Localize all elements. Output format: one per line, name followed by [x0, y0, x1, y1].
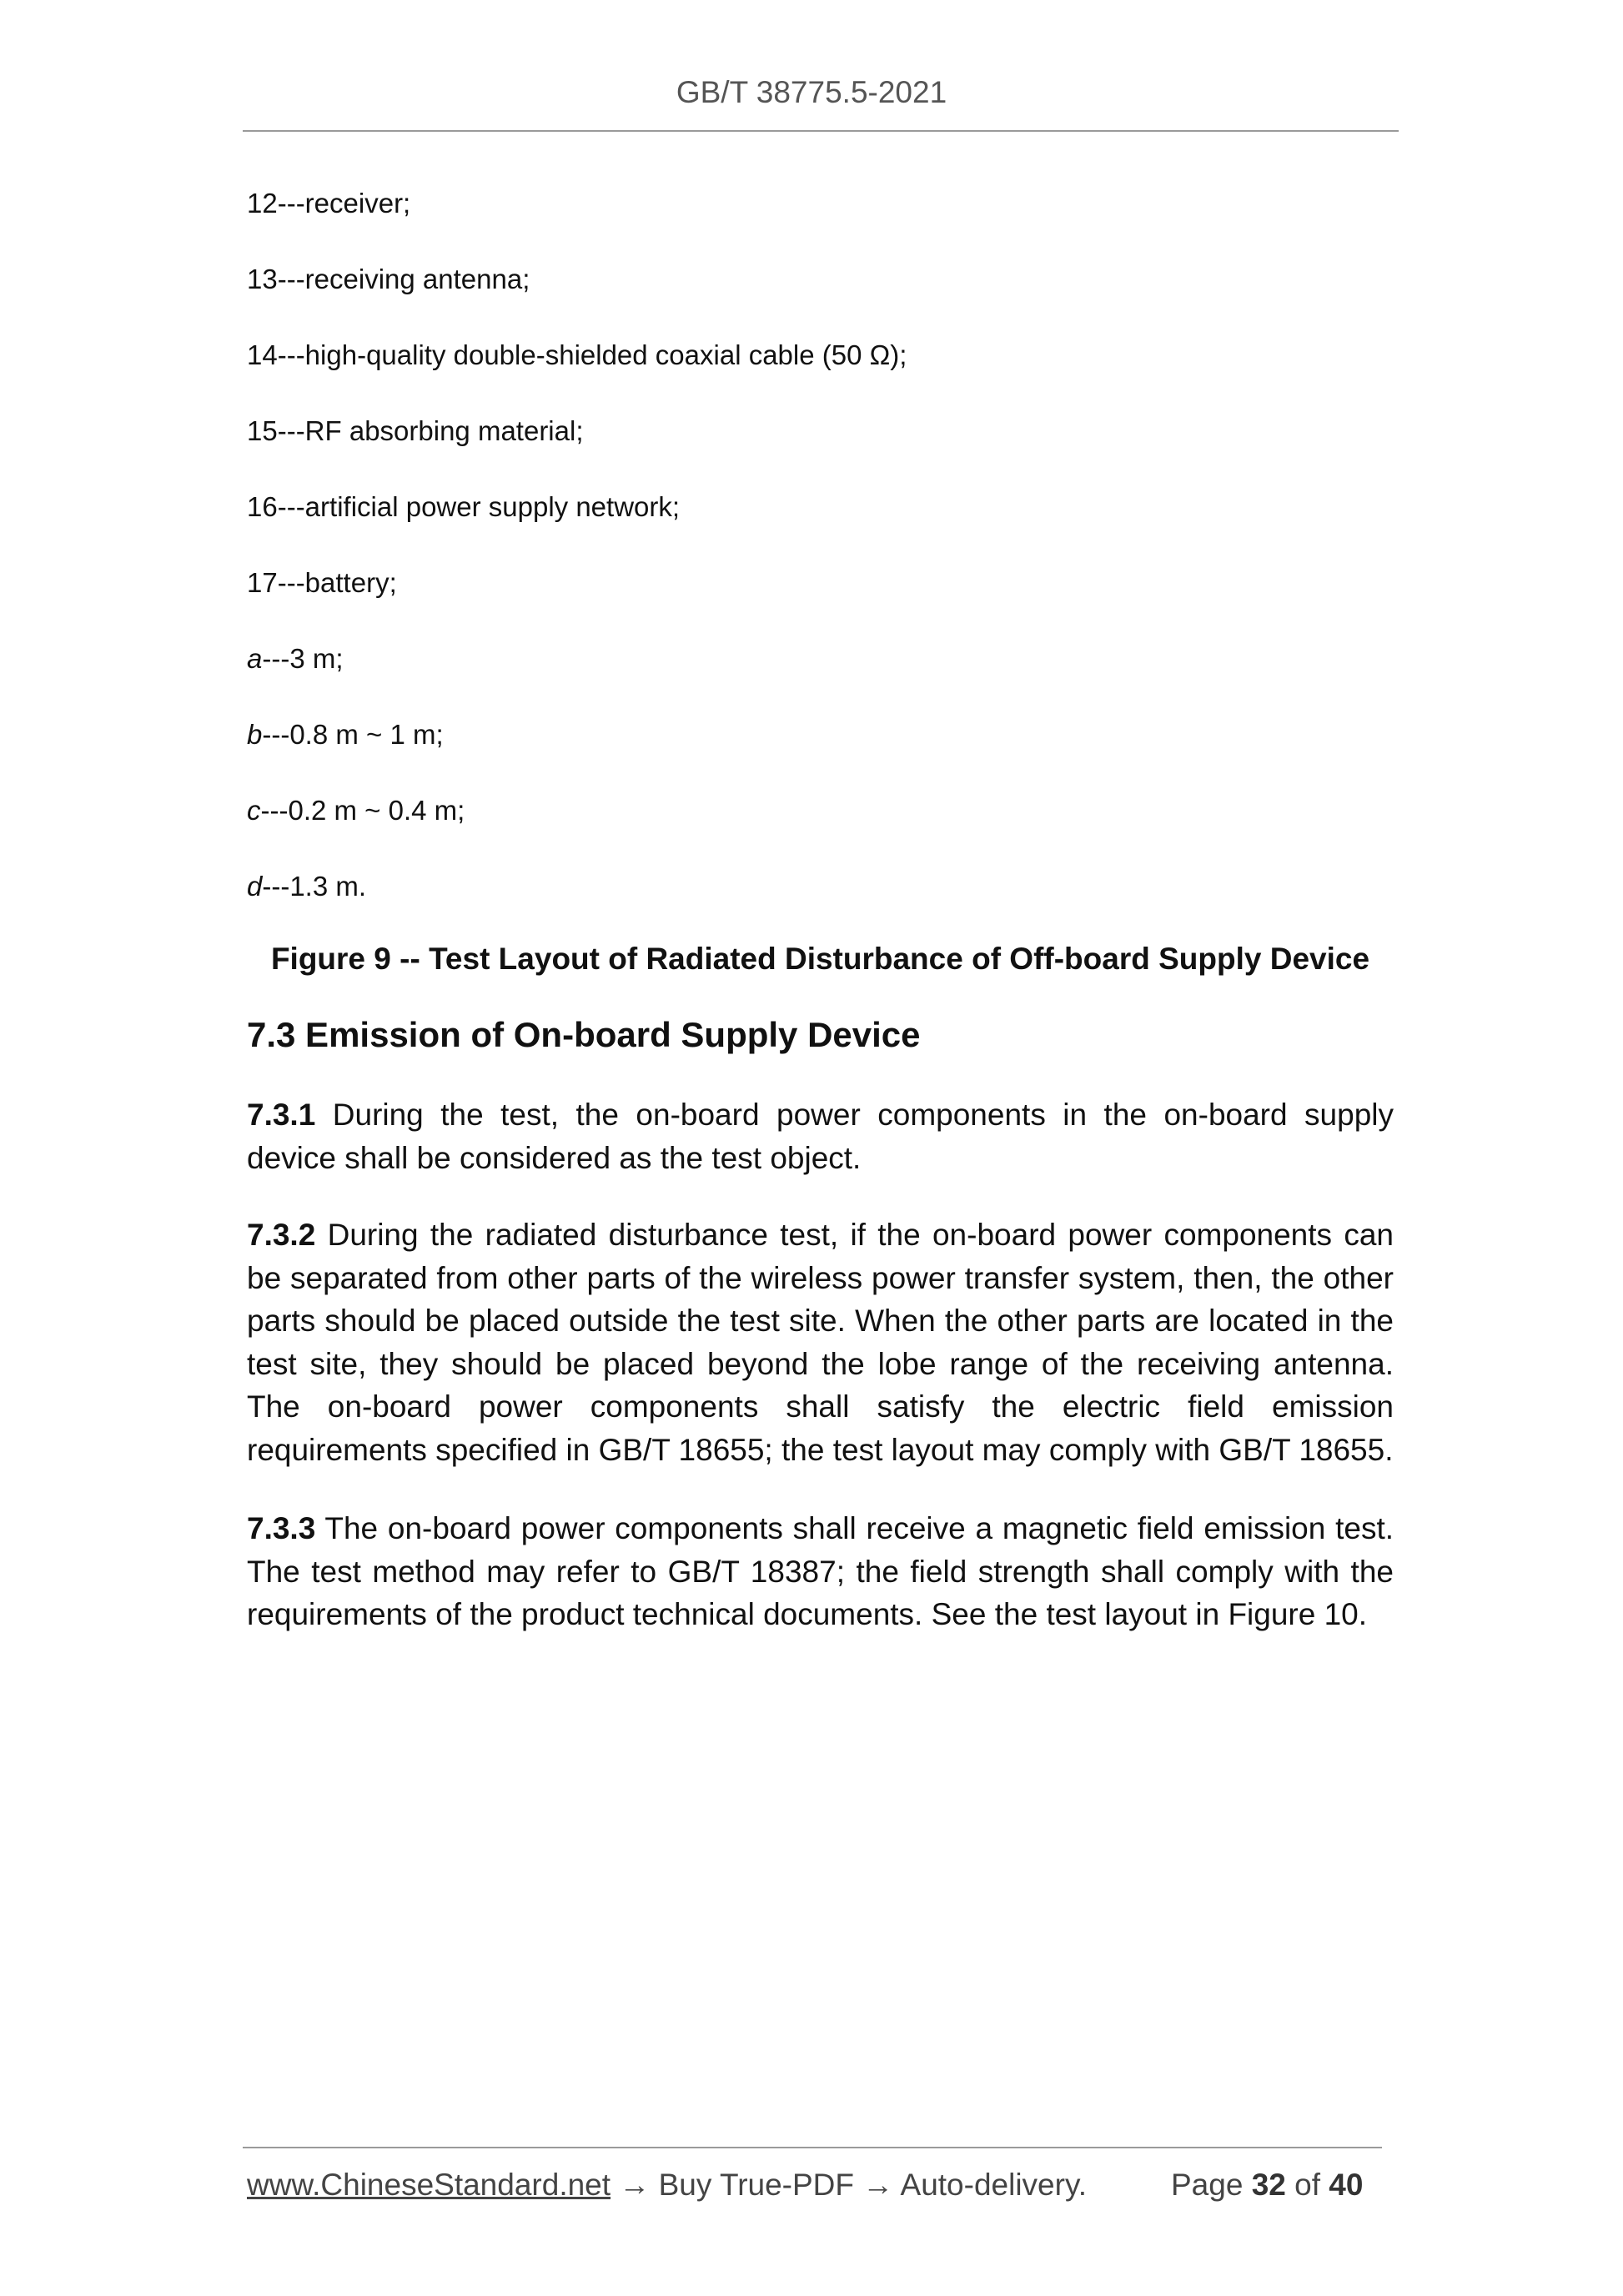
legend-key: 17 — [247, 567, 278, 598]
legend-item — [247, 565, 1398, 641]
footer-divider — [243, 2147, 1382, 2148]
website-link[interactable]: www.ChineseStandard.net — [247, 2168, 611, 2202]
legend-item — [247, 413, 1398, 489]
total-pages-number: 40 — [1329, 2168, 1364, 2202]
clause-number: 7.3.1 — [247, 1098, 316, 1132]
paragraph-7-3-2 — [247, 1213, 1394, 1471]
legend-text: ---RF absorbing material; — [277, 415, 584, 446]
legend-text: ---3 m; — [262, 643, 344, 674]
clause-number: 7.3.3 — [247, 1511, 316, 1545]
legend-text: ---0.2 m ~ 0.4 m; — [260, 795, 465, 826]
legend-text: ---receiving antenna; — [277, 264, 530, 294]
legend-key: a — [247, 643, 263, 674]
section-heading: 7.3 Emission of On-board Supply Device — [247, 1015, 921, 1054]
clause-number: 7.3.2 — [247, 1218, 316, 1252]
page-of-label: of — [1285, 2168, 1329, 2202]
paragraph-7-3-3 — [247, 1507, 1394, 1636]
legend-text: ---battery; — [277, 567, 397, 598]
legend-key: 13 — [247, 264, 278, 294]
clause-text: During the test, the on-board power components in the on-board supply device shall be considered as the test object. — [247, 1098, 1394, 1175]
legend-text: ---high-quality double-shielded coaxial cable (50 Ω); — [277, 339, 907, 370]
legend-text: ---0.8 m ~ 1 m; — [262, 719, 444, 750]
promo-text: → Buy True-PDF → Auto-delivery. — [611, 2168, 1087, 2202]
legend-key: 16 — [247, 491, 278, 522]
legend-item — [247, 185, 1398, 261]
legend-item — [247, 261, 1398, 337]
legend-key: b — [247, 719, 263, 750]
header-divider — [243, 130, 1399, 132]
figure-caption: Figure 9 -- Test Layout of Radiated Disturbance of Off-board Supply Device — [270, 942, 1370, 976]
legend-text: ---receiver; — [277, 188, 411, 219]
legend-key: 12 — [247, 188, 278, 219]
clause-text: The on-board power components shall receive a magnetic field emission test. The test method may refer to GB/T 18387; the field strength shall comply with the requirements of the product technical documents. See the test layout in Figure 10. — [247, 1511, 1394, 1631]
legend-key: c — [247, 795, 261, 826]
legend-item — [247, 641, 1398, 716]
legend-item — [247, 489, 1398, 565]
legend-item — [247, 868, 1398, 944]
footer-promo — [247, 2168, 1087, 2203]
current-page-number: 32 — [1251, 2168, 1286, 2202]
legend-text: ---1.3 m. — [262, 871, 367, 902]
paragraph-7-3-1 — [247, 1093, 1394, 1179]
page-indicator — [1171, 2168, 1363, 2203]
document-header-title: GB/T 38775.5-2021 — [676, 75, 947, 109]
figure-legend — [247, 185, 1398, 944]
legend-key: 15 — [247, 415, 278, 446]
legend-key: 14 — [247, 339, 278, 370]
legend-text: ---artificial power supply network; — [277, 491, 681, 522]
clause-text: During the radiated disturbance test, if the on-board power components can be separated from other parts of the wireless power transfer system, then, the other parts should be placed outside the test site. When the other parts are located in the test site, they should be placed beyond the lobe range of the receiving antenna. The on-board power components shall satisfy the electric field emission requirements specified in GB/T 18655; the test layout may comply with GB/T 18655. — [247, 1218, 1394, 1467]
page-label: Page — [1171, 2168, 1252, 2202]
legend-item — [247, 716, 1398, 792]
legend-key: d — [247, 871, 263, 902]
legend-item — [247, 792, 1398, 868]
legend-item — [247, 337, 1398, 413]
